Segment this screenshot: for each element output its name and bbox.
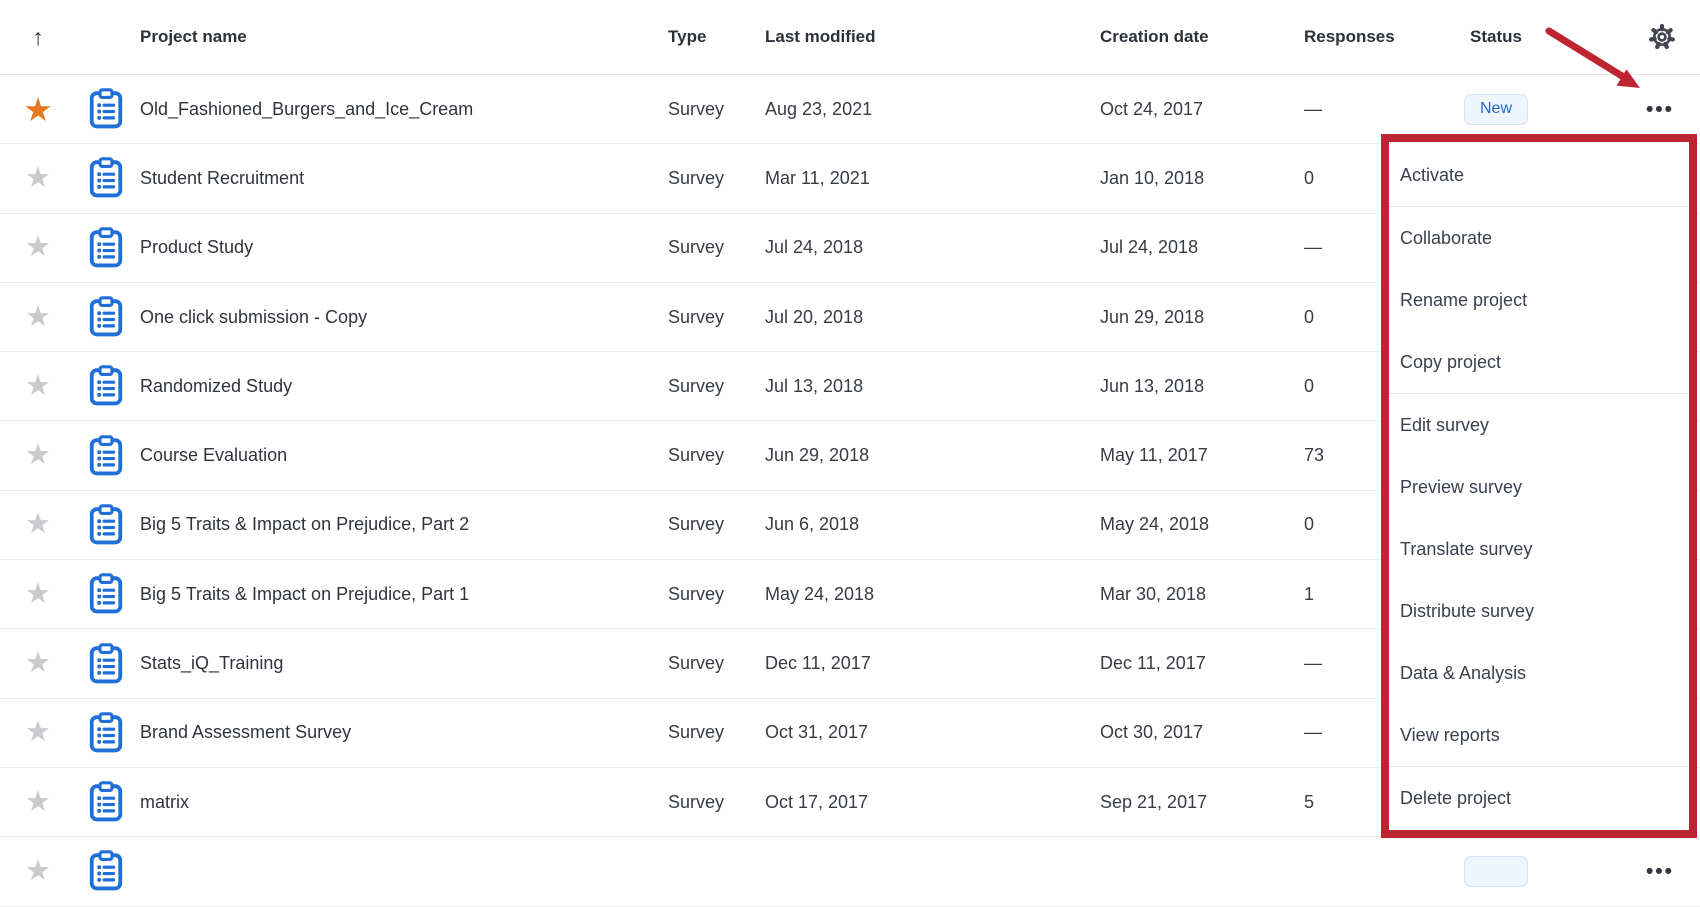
last-modified-date: May 24, 2018 xyxy=(765,583,875,604)
project-name[interactable]: Old_Fashioned_Burgers_and_Ice_Cream xyxy=(140,98,474,119)
column-header-responses[interactable]: Responses xyxy=(1304,27,1395,46)
clipboard-icon xyxy=(87,712,125,754)
project-icon-cell xyxy=(76,88,136,130)
project-type: Survey xyxy=(668,791,725,812)
project-name[interactable]: matrix xyxy=(140,791,189,812)
table-header xyxy=(0,0,1700,75)
favorite-star-icon[interactable]: ★ xyxy=(25,369,51,402)
creation-date: Jul 24, 2018 xyxy=(1100,237,1199,258)
ellipsis-icon: ••• xyxy=(1645,97,1674,121)
menu-item-preview-survey[interactable]: Preview survey xyxy=(1400,476,1523,497)
responses-count: — xyxy=(1304,98,1322,119)
creation-date: Oct 30, 2017 xyxy=(1100,722,1204,743)
clipboard-icon xyxy=(87,643,125,685)
creation-date: May 11, 2017 xyxy=(1100,445,1208,466)
project-icon-cell xyxy=(76,296,136,338)
project-icon-cell xyxy=(76,573,136,615)
menu-item-delete-project[interactable]: Delete project xyxy=(1400,787,1512,808)
clipboard-icon xyxy=(87,781,125,823)
project-name[interactable]: Big 5 Traits & Impact on Prejudice, Part 2 xyxy=(140,514,470,535)
project-type: Survey xyxy=(668,653,725,674)
status-badge xyxy=(1464,856,1528,887)
clipboard-icon xyxy=(87,157,125,199)
responses-count: 0 xyxy=(1304,514,1315,535)
project-type: Survey xyxy=(668,306,725,327)
project-type: Survey xyxy=(668,167,725,188)
clipboard-icon xyxy=(87,573,125,615)
project-name[interactable]: Brand Assessment Survey xyxy=(140,722,352,743)
clipboard-icon xyxy=(87,296,125,338)
favorite-star-icon[interactable]: ★ xyxy=(25,854,51,887)
column-header-creation-date[interactable]: Creation date xyxy=(1100,27,1209,46)
menu-item-view-reports[interactable]: View reports xyxy=(1400,724,1500,745)
project-icon-cell xyxy=(76,227,136,269)
project-name[interactable]: Big 5 Traits & Impact on Prejudice, Part 1 xyxy=(140,583,470,604)
menu-item-data-analysis[interactable]: Data & Analysis xyxy=(1400,662,1527,683)
last-modified-date: Jul 13, 2018 xyxy=(765,375,864,396)
sort-ascending-icon[interactable]: ↑ xyxy=(32,23,44,50)
project-icon-cell xyxy=(76,435,136,477)
ellipsis-icon: ••• xyxy=(1645,859,1674,883)
clipboard-icon xyxy=(87,850,125,892)
project-type: Survey xyxy=(668,98,725,119)
clipboard-icon xyxy=(87,504,125,546)
menu-item-rename-project[interactable]: Rename project xyxy=(1400,289,1528,310)
creation-date: Jun 13, 2018 xyxy=(1100,375,1205,396)
last-modified-date: Oct 31, 2017 xyxy=(765,722,869,743)
creation-date: Mar 30, 2018 xyxy=(1100,583,1207,604)
project-name[interactable]: Product Study xyxy=(140,237,254,258)
last-modified-date: Jul 24, 2018 xyxy=(765,237,864,258)
row-actions-button[interactable] xyxy=(1566,99,1700,120)
creation-date: Oct 24, 2017 xyxy=(1100,98,1204,119)
table-row[interactable] xyxy=(0,837,1700,906)
creation-date: Dec 11, 2017 xyxy=(1100,653,1206,674)
clipboard-icon xyxy=(87,435,125,477)
project-icon-cell xyxy=(76,365,136,407)
project-type: Survey xyxy=(668,514,725,535)
creation-date: May 24, 2018 xyxy=(1100,514,1210,535)
favorite-star-icon[interactable]: ★ xyxy=(25,577,51,610)
last-modified-date: Oct 17, 2017 xyxy=(765,791,869,812)
gear-icon xyxy=(1648,23,1676,51)
responses-count: 1 xyxy=(1304,583,1315,604)
project-icon-cell xyxy=(76,712,136,754)
creation-date: Jun 29, 2018 xyxy=(1100,306,1205,327)
project-type: Survey xyxy=(668,237,725,258)
clipboard-icon xyxy=(87,365,125,407)
favorite-star-icon[interactable]: ★ xyxy=(25,439,51,472)
column-header-type[interactable]: Type xyxy=(668,27,707,46)
status-badge: New xyxy=(1464,94,1528,125)
menu-item-distribute-survey[interactable]: Distribute survey xyxy=(1400,600,1535,621)
project-icon-cell xyxy=(76,157,136,199)
responses-count: 73 xyxy=(1304,445,1325,466)
clipboard-icon xyxy=(87,88,125,130)
project-name[interactable]: Stats_iQ_Training xyxy=(140,653,284,674)
project-type: Survey xyxy=(668,583,725,604)
menu-item-edit-survey[interactable]: Edit survey xyxy=(1400,414,1490,435)
menu-item-translate-survey[interactable]: Translate survey xyxy=(1400,538,1533,559)
project-icon-cell xyxy=(76,850,136,892)
favorite-star-icon[interactable]: ★ xyxy=(25,161,51,194)
last-modified-date: Mar 11, 2021 xyxy=(765,167,870,188)
last-modified-date: Aug 23, 2021 xyxy=(765,98,873,119)
row-actions-button[interactable] xyxy=(1566,861,1700,882)
favorite-star-icon[interactable]: ★ xyxy=(25,508,51,541)
menu-item-collaborate[interactable]: Collaborate xyxy=(1400,227,1493,248)
responses-count: — xyxy=(1304,653,1322,674)
creation-date: Jan 10, 2018 xyxy=(1100,167,1205,188)
project-name[interactable]: Randomized Study xyxy=(140,375,293,396)
responses-count: 0 xyxy=(1304,167,1315,188)
responses-count: — xyxy=(1304,237,1322,258)
favorite-star-icon[interactable]: ★ xyxy=(25,647,51,680)
project-name[interactable]: Course Evaluation xyxy=(140,445,288,466)
creation-date: Sep 21, 2017 xyxy=(1100,791,1208,812)
favorite-star-icon[interactable]: ★ xyxy=(23,90,53,128)
project-icon-cell xyxy=(76,504,136,546)
responses-count: 0 xyxy=(1304,375,1315,396)
favorite-star-icon[interactable]: ★ xyxy=(25,785,51,818)
favorite-star-icon[interactable]: ★ xyxy=(25,716,51,749)
last-modified-date: Jul 20, 2018 xyxy=(765,306,864,327)
menu-item-copy-project[interactable]: Copy project xyxy=(1400,351,1502,372)
last-modified-date: Jun 29, 2018 xyxy=(765,445,870,466)
project-icon-cell xyxy=(76,781,136,823)
responses-count: 0 xyxy=(1304,306,1315,327)
column-header-project-name[interactable]: Project name xyxy=(140,27,247,46)
column-header-last-modified[interactable]: Last modified xyxy=(765,27,876,46)
project-icon-cell xyxy=(76,643,136,685)
last-modified-date: Jun 6, 2018 xyxy=(765,514,860,535)
project-type: Survey xyxy=(668,445,725,466)
project-name[interactable]: Student Recruitment xyxy=(140,167,305,188)
table-settings-button[interactable] xyxy=(1566,23,1700,51)
responses-count: — xyxy=(1304,722,1322,743)
row-context-menu xyxy=(1381,134,1697,838)
project-name[interactable]: One click submission - Copy xyxy=(140,306,368,327)
last-modified-date: Dec 11, 2017 xyxy=(765,653,871,674)
project-type: Survey xyxy=(668,722,725,743)
favorite-star-icon[interactable]: ★ xyxy=(25,231,51,264)
project-type: Survey xyxy=(668,375,725,396)
column-header-status[interactable]: Status xyxy=(1470,27,1522,46)
responses-count: 5 xyxy=(1304,791,1315,812)
clipboard-icon xyxy=(87,227,125,269)
favorite-star-icon[interactable]: ★ xyxy=(25,300,51,333)
menu-item-activate[interactable]: Activate xyxy=(1400,164,1465,185)
